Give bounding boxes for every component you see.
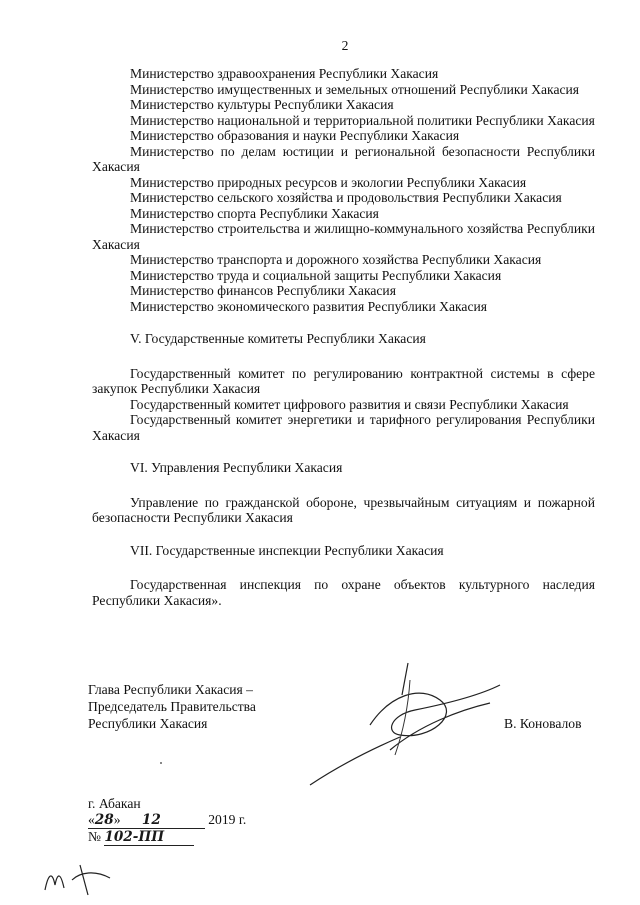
number-value: 102-ПП [104, 829, 194, 846]
section-heading-committees: V. Государственные комитеты Республики Хакасия [130, 331, 426, 346]
inspection-item: Государственная инспекция по охране объектов культурного наследия Республики Хакасия». [92, 577, 595, 608]
handwritten-signature [290, 655, 530, 800]
signatory-title [88, 681, 256, 732]
ministry-item: Министерство строительства и жилищно-коммунального хозяйства Республики Хакасия [92, 221, 595, 252]
committee-item: Государственный комитет по регулированию контрактной системы в сфере закупок Республики Хакасия [92, 365, 595, 396]
document-number [88, 829, 194, 846]
signatory-name: В. Коновалов [504, 716, 582, 731]
document-body [92, 66, 595, 608]
signatory-line: Республики Хакасия [88, 716, 208, 731]
date-quote: » [113, 812, 121, 827]
committee-item: Государственный комитет энергетики и тарифного регулирования Республики Хакасия [92, 412, 595, 443]
ministry-item: Министерство национальной и территориальной политики Республики Хакасия [130, 112, 595, 128]
ministry-item: Министерство культуры Республики Хакасия [130, 97, 394, 112]
ministry-item: Министерство имущественных и земельных отношений Республики Хакасия [130, 81, 580, 97]
ministry-item: Министерство здравоохранения Республики Хакасия [130, 66, 439, 81]
scan-speck [160, 762, 162, 764]
section-heading-directorates: VI. Управления Республики Хакасия [130, 460, 343, 475]
date-quote: « [88, 812, 95, 827]
page-number: 2 [341, 38, 349, 53]
ministry-item: Министерство сельского хозяйства и продовольствия Республики Хакасия [130, 190, 562, 205]
committee-item: Государственный комитет цифрового развития и связи Республики Хакасия [130, 396, 569, 412]
ministry-item: Министерство по делам юстиции и региональной безопасности Республики Хакасия [92, 143, 595, 174]
ministry-item: Министерство транспорта и дорожного хозяйства Республики Хакасия [130, 252, 542, 267]
ministry-item: Министерство образования и науки Республики Хакасия [130, 128, 460, 143]
signatory-line: Председатель Правительства [88, 699, 256, 714]
date-day: 28 [94, 812, 114, 828]
ministry-item: Министерство спорта Республики Хакасия [130, 205, 379, 221]
ministry-item: Министерство природных ресурсов и экологии Республики Хакасия [130, 174, 527, 190]
signatory-line: Глава Республики Хакасия – [88, 682, 253, 697]
ministry-item: Министерство финансов Республики Хакасия [130, 283, 396, 298]
ministry-item: Министерство экономического развития Республики Хакасия [130, 298, 488, 314]
date-month: 12 [141, 812, 161, 828]
section-heading-inspections: VII. Государственные инспекции Республики Хакасия [130, 542, 444, 558]
directorate-item: Управление по гражданской обороне, чрезвычайным ситуациям и пожарной безопасности Республики Хакасия [92, 494, 595, 525]
number-sign: № [88, 829, 101, 844]
date-year: 2019 г. [208, 812, 247, 827]
handwritten-initials [40, 850, 140, 900]
ministry-item: Министерство труда и социальной защиты Республики Хакасия [130, 267, 502, 283]
place-of-issue: г. Абакан [88, 796, 141, 811]
document-date [88, 812, 246, 829]
